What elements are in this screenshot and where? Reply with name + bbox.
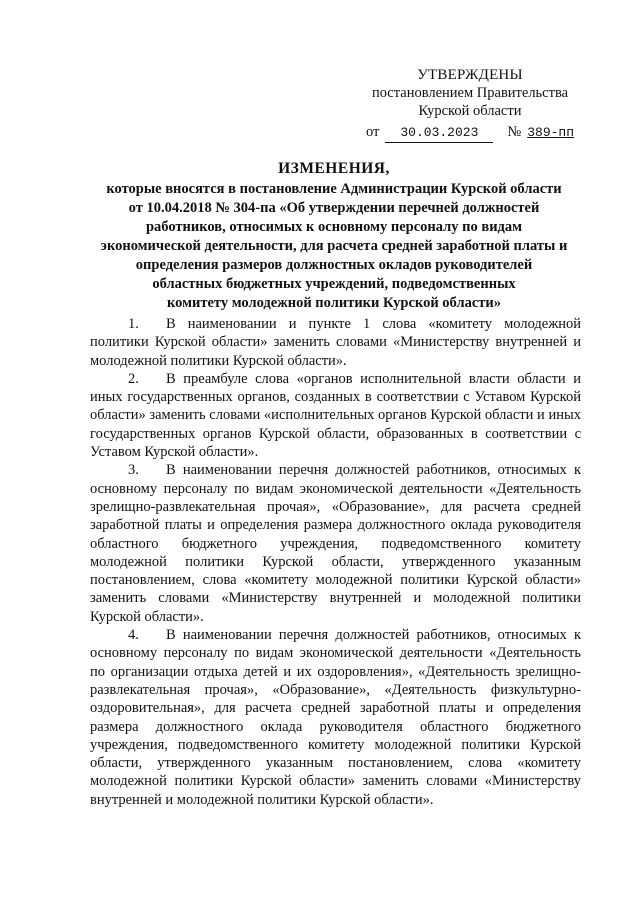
approval-region: Курской области bbox=[418, 103, 522, 119]
item-paragraph bbox=[90, 370, 581, 461]
item-number: 2. bbox=[128, 370, 139, 387]
item-paragraph bbox=[90, 626, 581, 809]
item-text: В преамбуле слова «органов исполнительной власти области и иных государственных органов, созданных в соответствии с Уставом Курской области» заменить словами «исполнительных органов Курской области и иных государственных органов Курской области, образованных в соответствии с Уставом Курской области». bbox=[90, 370, 581, 461]
title-heading: ИЗМЕНЕНИЯ, bbox=[278, 160, 390, 177]
title-line: от 10.04.2018 № 304-па «Об утверждении перечней должностей bbox=[128, 200, 540, 216]
date-prefix: от bbox=[365, 124, 380, 140]
approval-date-value: 30.03.2023 bbox=[400, 125, 479, 140]
title-line: определения размеров должностных окладов руководителей bbox=[135, 257, 533, 273]
approval-number: 389-пп bbox=[527, 125, 575, 140]
item-text: В наименовании перечня должностей работников, относимых к основному персоналу по видам экономической деятельности «Деятельность зрелищно-развлекательная прочая», «Образование», для расчета средней заработной платы и определения размера должностного оклада руководителя областного бюджетного учреждения, подведомственного комитету молодежной политики Курской области, утвержденного указанным постановлением, слова «комитету молодежной политики Курской области» заменить словами «Министерству внутренней и молодежной политики Курской области». bbox=[90, 462, 581, 625]
approval-heading: УТВЕРЖДЕНЫ bbox=[417, 67, 523, 83]
title-line: комитету молодежной политики Курской области» bbox=[166, 295, 501, 311]
number-prefix: № bbox=[507, 124, 522, 140]
approval-date-line bbox=[340, 123, 600, 143]
item-number: 4. bbox=[128, 627, 139, 644]
title-line: работников, относимых к основному персоналу по видам bbox=[145, 219, 523, 235]
item-paragraph bbox=[90, 461, 581, 626]
item-text: В наименовании и пункте 1 слова «комитету молодежной политики Курской области» заменить словами «Министерству внутренней и молодежной политики Курской области». bbox=[90, 316, 581, 369]
title-line: экономической деятельности, для расчета средней заработной платы и bbox=[100, 238, 568, 254]
item-text: В наименовании перечня должностей работников, относимых к основному персоналу по видам экономической деятельности «Деятельность по организации отдыха детей и их оздоровления», «Деятельность зрелищно-развлекательная прочая», «Образование», «Деятельность физкультурно-оздоровительная», для расчета средней заработной платы и определения размера должностного оклада руководителя областного бюджетного учреждения, подведомственного комитету молодежной политики Курской области, утвержденного указанным постановлением, слова «комитету молодежной политики Курской области» заменить словами «Министерству внутренней и молодежной политики Курской области». bbox=[90, 627, 581, 808]
title-line: областных бюджетных учреждений, подведомственных bbox=[152, 276, 516, 292]
title-line: которые вносятся в постановление Администрации Курской области bbox=[106, 181, 562, 197]
item-paragraph bbox=[90, 315, 581, 370]
item-number: 3. bbox=[128, 462, 139, 479]
approval-date bbox=[385, 124, 493, 143]
approval-block bbox=[340, 66, 600, 143]
approval-issuer: постановлением Правительства bbox=[371, 85, 569, 101]
document-title bbox=[88, 159, 580, 313]
item-number: 1. bbox=[128, 316, 139, 332]
document-body bbox=[90, 315, 581, 809]
